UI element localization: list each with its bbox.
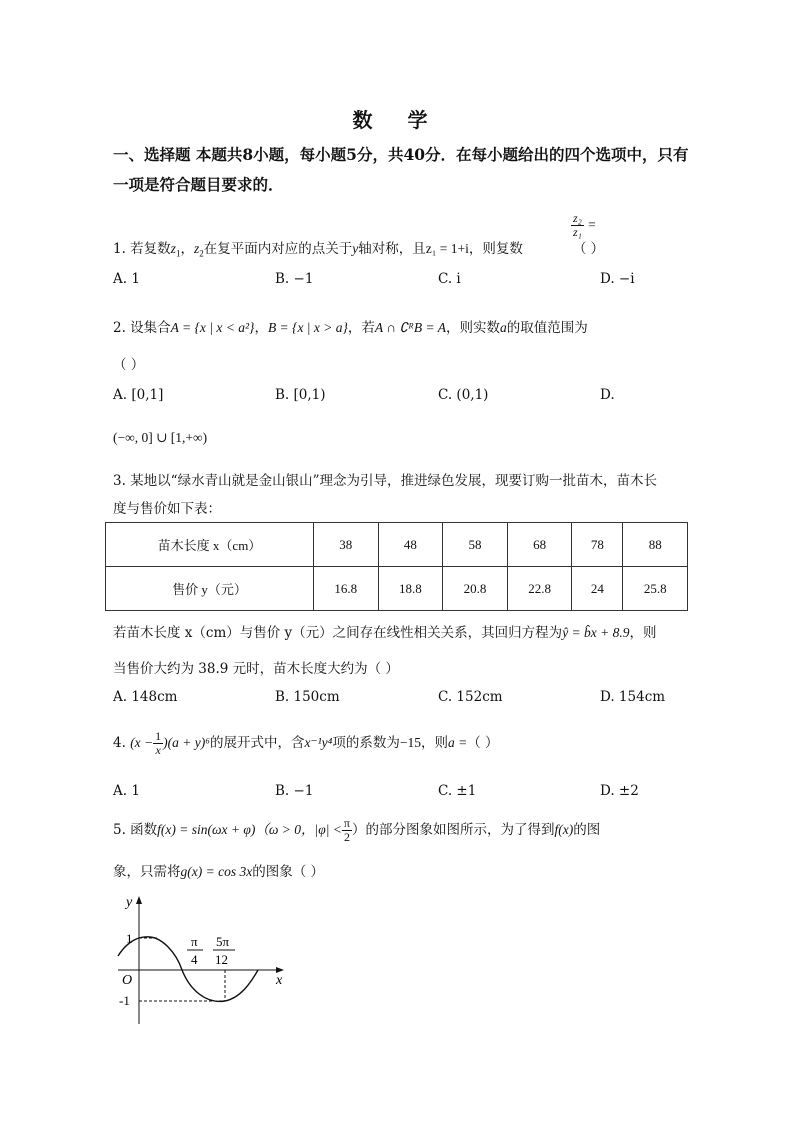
- q4-option-b: B. −1: [275, 783, 314, 799]
- 5pi-over-12-numerator: 5π: [216, 934, 230, 949]
- q3-line2: 度与售价如下表：: [113, 501, 221, 517]
- q3-line3: 若苗木长度 x（cm）与售价 y（元）之间存在线性相关关系，其回归方程为ŷ = b̂x + 8.9，则: [113, 625, 657, 641]
- q1-option-d: D. −i: [600, 271, 635, 287]
- table-header-price: 售价 y（元）: [106, 567, 314, 611]
- q2-option-d-value: (−∞, 0] ∪ [1,+∞): [113, 430, 208, 445]
- q4-option-c: C. ±1: [438, 783, 477, 799]
- q2-stem: 2. 设集合A = {x | x < a²}，B = {x | x > a}，若A ∩ ∁ᴿB = A，则实数a的取值范围为: [113, 320, 588, 336]
- x-axis-label: x: [276, 973, 283, 988]
- 5pi-over-12-denominator: 12: [215, 952, 228, 967]
- table-cell: 48: [378, 523, 443, 567]
- y-axis-label: y: [126, 895, 133, 910]
- q2-paren: （ ）: [113, 357, 145, 373]
- q3-regression-equation: ŷ = b̂x + 8.9: [562, 625, 630, 640]
- tick-minus-one-label: -1: [119, 993, 130, 1008]
- table-cell: 20.8: [443, 567, 508, 611]
- page-title: 数 学: [352, 108, 442, 132]
- q5-line1: 5. 函数f(x) = sin(ωx + φ)（ω > 0，|φ| < $\frac{\pi}{2}$ ）的部分图象如图所示，为了得到f(x)的图: [113, 816, 601, 844]
- q2-set-a: A = {x | x < a²}: [170, 320, 255, 335]
- q3-option-b: B. 150cm: [275, 689, 340, 705]
- q5-line2: 象，只需将g(x) = cos 3x的图象（ ）: [113, 864, 325, 880]
- q4-option-a: A. 1: [113, 783, 140, 799]
- table-header-length: 苗木长度 x（cm）: [106, 523, 314, 567]
- q4-stem: 4. (x − $\frac{1}{x}$ )(a + y)⁶的展开式中，含x⁻¹y⁴项的系数为−15，则a =（ ）: [113, 729, 499, 757]
- q2-option-d: D.: [600, 387, 615, 403]
- q2-option-a: A. [0,1]: [113, 387, 164, 403]
- q1-option-b: B. −1: [275, 271, 314, 287]
- q1-option-c: C. i: [438, 271, 461, 287]
- table-cell: 68: [507, 523, 572, 567]
- q1-stem: 1. 若复数$z_1$，$z_2$在复平面内对应的点关于y轴对称，且z₁ = 1+i，则复数 （ ）: [113, 241, 605, 259]
- q3-option-a: A. 148cm: [113, 689, 178, 705]
- q5-g-function: g(x) = cos 3x: [180, 864, 253, 879]
- q5-function: f(x) = sin(ωx + φ): [157, 822, 256, 837]
- q3-option-c: C. 152cm: [438, 689, 503, 705]
- table-cell: 88: [623, 523, 688, 567]
- q3-line1: 3. 某地以“绿水青山就是金山银山”理念为引导，推进绿色发展，现要订购一批苗木，苗木长: [113, 473, 657, 489]
- q3-line4: 当售价大约为 38.9 元时，苗木长度大约为（ ）: [113, 661, 399, 677]
- table-cell: 78: [572, 523, 623, 567]
- table-cell: 24: [572, 567, 623, 611]
- q1-option-a: A. 1: [113, 271, 140, 287]
- q2-option-c: C. (0,1): [438, 387, 489, 403]
- q2-condition: A ∩ ∁ᴿB = A: [374, 320, 446, 335]
- q2-option-b: B. [0,1): [275, 387, 326, 403]
- table-cell: 58: [443, 523, 508, 567]
- table-cell: 18.8: [378, 567, 443, 611]
- q4-option-d: D. ±2: [600, 783, 639, 799]
- q5-fraction: $\frac{\pi}{2}$: [343, 816, 350, 844]
- table-cell: 38: [314, 523, 379, 567]
- q4-fraction: $\frac{1}{x}$: [155, 729, 162, 757]
- q1-ratio: $\frac{\text{z₂}}{\text{z₁}}$: [573, 211, 582, 239]
- tick-one-label: 1: [126, 931, 133, 946]
- origin-label: O: [122, 973, 133, 988]
- q3-option-d: D. 154cm: [600, 689, 666, 705]
- table-row: [106, 523, 688, 567]
- q2-set-b: B = {x | x > a}: [267, 320, 348, 335]
- y-axis-arrow: [136, 896, 142, 904]
- table-cell: 22.8: [507, 567, 572, 611]
- table-cell: 16.8: [314, 567, 379, 611]
- section-heading: 一、选择题 本题共8小题，每小题5分，共40分．在每小题给出的四个选项中，只有一项是符合题目要求的．: [113, 145, 689, 194]
- table-row: [106, 567, 688, 611]
- sine-graph-figure: [110, 892, 300, 1032]
- pi-over-4-numerator: π: [191, 934, 198, 949]
- table-cell: 25.8: [623, 567, 688, 611]
- pi-over-4-denominator: 4: [191, 952, 198, 967]
- exam-page: 数 学 一、选择题 本题共8小题，每小题5分，共40分．在每小题给出的四个选项中，只有一项是符合题目要求的． $\frac{\text{z₂}}{\text{z₁}}$ = 1. 若复数$z_1$，$z_2$在复平面内对应的点关于y轴对称，且z₁ = 1+i，则复数 （ ） A. 1 B. −1 C. i D. −i 2. 设集合A = {x | x < a²}，B = {x | x > a}，若A ∩ ∁ᴿB = A，则实数a的取值范围为 （ ） A. [0,1] B. [0,1) C. (0,1) D. (−∞, 0] ∪ [1,+∞) 3. 某地以“绿水青山就是金山银山”理念为引导，推进绿色发展，现要订购一批苗木，苗木长 度与售价如下表： 苗木长度 x（cm） 38 48 58 68 78 88 售价 y（元） 16.8 18.8 20.8 22.8 24 25.8 若苗木长度 x（cm）与售价 y（元）之间存在线性相关关系，其回归方程为ŷ = b̂x + 8.9，则 当售价大约为 38.9 元时，苗木长度大约为（ ） A. 148cm B. 150cm C. 152cm D. 154cm 4. (x − $\frac{1}{x}$ )(a + y)⁶的展开式中，含x⁻¹y⁴项的系数为−15，则a =（ ） A. 1 B. −1 C. ±1 D. ±2 5. 函数f(x) = sin(ωx + φ)（ω > 0，|φ| < $\frac{\pi}{2}$ ）的部分图象如图所示，为了得到f(x)的图 象，只需将g(x) = cos 3x的图象（ ） y x O 1 -1 π 4 5π 12: [0, 0, 794, 1123]
- data-table: [105, 522, 688, 611]
- q1-condition: z₁ = 1+i: [425, 241, 469, 256]
